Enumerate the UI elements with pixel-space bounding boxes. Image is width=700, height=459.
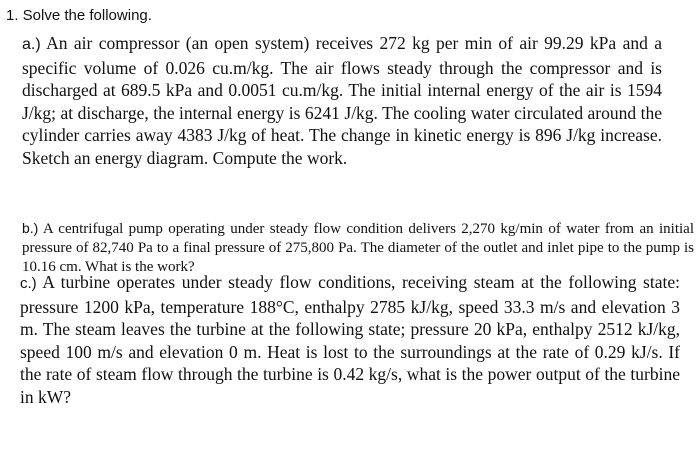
question-heading: 1. Solve the following. — [6, 7, 152, 24]
problem-c — [20, 271, 680, 408]
problem-b — [22, 219, 694, 277]
problem-c-text: A turbine operates under steady flow conditions, receiving steam at the following state: pressure 1200 kPa, temperature 188°C, enthalpy 2785 kJ/kg, speed 33.3 m/s and elevation 3 m. The steam leaves the turbine at the following state; pressure 20 kPa, enthalpy 2512 kJ/kg, speed 100 m/s and elevation 0 m. Heat is lost to the surroundings at the rate of 0.29 kJ/s. If the rate of steam flow through the turbine is 0.42 kg/s, what is the power output of the turbine in kW? — [20, 272, 680, 407]
problem-a-text: An air compressor (an open system) receives 272 kg per min of air 99.29 kPa and a specific volume of 0.026 cu.m/kg. The air flows steady through the compressor and is discharged at 689.5 kPa and 0.0051 cu.m/kg. The initial internal energy of the air is 1594 J/kg; at discharge, the internal energy is 6241 J/kg. The cooling water circulated around the cylinder carries away 4383 J/kg of heat. The change in kinetic energy is 896 J/kg increase. Sketch an energy diagram. Compute the work. — [22, 33, 662, 168]
problem-a — [22, 32, 662, 169]
problem-c-label: c.) — [20, 275, 37, 292]
problem-a-label: a.) — [22, 36, 41, 53]
problem-b-label: b.) — [22, 220, 39, 236]
problem-b-text: A centrifugal pump operating under steady flow condition delivers 2,270 kg/min of water from an initial pressure of 82,740 Pa to a final pressure of 275,800 Pa. The diameter of the outlet and inlet pipe to the pump is 10.16 cm. What is the work? — [22, 221, 694, 275]
